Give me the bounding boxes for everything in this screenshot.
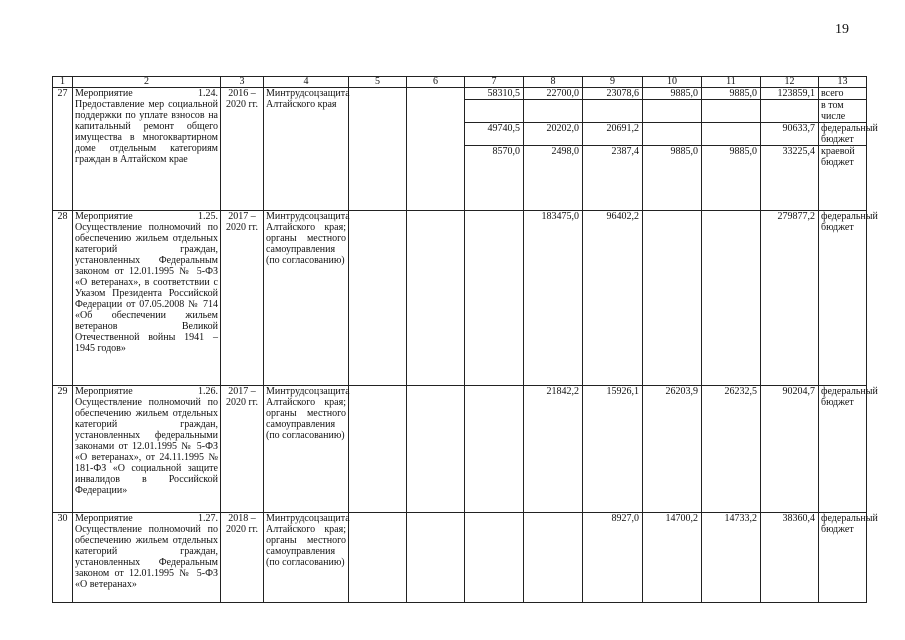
row-number: 27 xyxy=(53,88,73,211)
value-cell: 2387,4 xyxy=(583,146,643,211)
value-cell: 23078,6 xyxy=(583,88,643,100)
value-cell xyxy=(702,123,761,146)
value-cell: 8570,0 xyxy=(465,146,524,211)
value-cell: 123859,1 xyxy=(761,88,819,100)
col-header: 6 xyxy=(407,77,465,88)
col-header: 13 xyxy=(819,77,867,88)
value-cell: 9885,0 xyxy=(702,146,761,211)
col-header: 8 xyxy=(524,77,583,88)
value-cell: 9885,0 xyxy=(643,146,702,211)
value-cell xyxy=(643,211,702,386)
value-cell xyxy=(583,100,643,123)
value-cell: 26203,9 xyxy=(643,386,702,513)
value-cell: 15926,1 xyxy=(583,386,643,513)
table-row xyxy=(53,88,867,100)
page-number: 19 xyxy=(835,22,849,37)
table-row xyxy=(53,211,867,386)
value-cell xyxy=(465,211,524,386)
value-cell xyxy=(702,100,761,123)
measure-name: Мероприятие 1.24. Предоставление мер социальной поддержки по уплате взносов на капитальный ремонт общего имущества в многоквартирном доме отдельным категориям граждан в Алтайском крае xyxy=(73,88,221,211)
value-cell xyxy=(524,100,583,123)
col-header: 1 xyxy=(53,77,73,88)
measure-name: Мероприятие 1.25. Осуществление полномочий по обеспечению жильем отдельных категорий граждан, установленных Федеральным законом от 12.01.1995 № 5-ФЗ «О ветеранах», в соответствии с Указом Президента Российской Федерации от 07.05.2008 № 714 «Об обеспечении жильем ветеранов Великой Отечественной войны 1941 – 1945 годов» xyxy=(73,211,221,386)
value-cell: 9885,0 xyxy=(702,88,761,100)
col-header: 9 xyxy=(583,77,643,88)
source-cell: федеральный бюджет xyxy=(819,386,867,513)
value-cell xyxy=(465,386,524,513)
table-row xyxy=(53,386,867,513)
value-cell xyxy=(702,211,761,386)
source-cell: краевой бюджет xyxy=(819,146,867,211)
col6-cell xyxy=(407,88,465,211)
row-number: 29 xyxy=(53,386,73,513)
value-cell: 2498,0 xyxy=(524,146,583,211)
executor: Минтрудсоцзащита Алтайского края; органы местного самоуправления (по согласованию) xyxy=(264,386,349,513)
value-cell: 96402,2 xyxy=(583,211,643,386)
program-table xyxy=(52,76,878,603)
value-cell: 38360,4 xyxy=(761,513,819,603)
source-cell: федеральный бюджет xyxy=(819,513,867,603)
value-cell xyxy=(524,513,583,603)
value-cell: 14700,2 xyxy=(643,513,702,603)
value-cell: 20691,2 xyxy=(583,123,643,146)
value-cell xyxy=(465,100,524,123)
row-number: 28 xyxy=(53,211,73,386)
value-cell: 49740,5 xyxy=(465,123,524,146)
value-cell: 279877,2 xyxy=(761,211,819,386)
value-cell xyxy=(465,513,524,603)
executor: Минтрудсоцзащита Алтайского края; органы местного самоуправления (по согласованию) xyxy=(264,211,349,386)
col-header: 10 xyxy=(643,77,702,88)
period: 2017 – 2020 гг. xyxy=(221,211,264,386)
period: 2016 – 2020 гг. xyxy=(221,88,264,211)
value-cell: 8927,0 xyxy=(583,513,643,603)
col-header: 3 xyxy=(221,77,264,88)
source-cell: федеральный бюджет xyxy=(819,123,867,146)
col5-cell xyxy=(349,88,407,211)
col5-cell xyxy=(349,386,407,513)
executor: Минтрудсоцзащита Алтайского края xyxy=(264,88,349,211)
value-cell: 20202,0 xyxy=(524,123,583,146)
source-cell: всего xyxy=(819,88,867,100)
col6-cell xyxy=(407,513,465,603)
col6-cell xyxy=(407,386,465,513)
value-cell: 21842,2 xyxy=(524,386,583,513)
value-cell: 22700,0 xyxy=(524,88,583,100)
col-header: 5 xyxy=(349,77,407,88)
value-cell: 183475,0 xyxy=(524,211,583,386)
value-cell: 90204,7 xyxy=(761,386,819,513)
value-cell: 58310,5 xyxy=(465,88,524,100)
value-cell: 33225,4 xyxy=(761,146,819,211)
source-cell: федеральный бюджет xyxy=(819,211,867,386)
table-row xyxy=(53,513,867,603)
col5-cell xyxy=(349,513,407,603)
measure-name: Мероприятие 1.27. Осуществление полномочий по обеспечению жильем отдельных категорий граждан, установленных Федеральным законом от 12.01.1995 № 5-ФЗ «О ветеранах» xyxy=(73,513,221,603)
col-header: 11 xyxy=(702,77,761,88)
col-header: 12 xyxy=(761,77,819,88)
col-header: 2 xyxy=(73,77,221,88)
header-row xyxy=(53,77,867,88)
executor: Минтрудсоцзащита Алтайского края; органы местного самоуправления (по согласованию) xyxy=(264,513,349,603)
col6-cell xyxy=(407,211,465,386)
col-header: 7 xyxy=(465,77,524,88)
period: 2017 – 2020 гг. xyxy=(221,386,264,513)
col-header: 4 xyxy=(264,77,349,88)
source-cell: в том числе xyxy=(819,100,867,123)
period: 2018 – 2020 гг. xyxy=(221,513,264,603)
col5-cell xyxy=(349,211,407,386)
value-cell: 90633,7 xyxy=(761,123,819,146)
value-cell xyxy=(643,123,702,146)
value-cell: 26232,5 xyxy=(702,386,761,513)
row-number: 30 xyxy=(53,513,73,603)
value-cell: 14733,2 xyxy=(702,513,761,603)
value-cell xyxy=(761,100,819,123)
value-cell xyxy=(643,100,702,123)
measure-name: Мероприятие 1.26. Осуществление полномочий по обеспечению жильем отдельных категорий граждан, установленных федеральными законами от 12.01.1995 № 5-ФЗ «О ветеранах», от 24.11.1995 № 181-ФЗ «О социальной защите инвалидов в Российской Федерации» xyxy=(73,386,221,513)
value-cell: 9885,0 xyxy=(643,88,702,100)
